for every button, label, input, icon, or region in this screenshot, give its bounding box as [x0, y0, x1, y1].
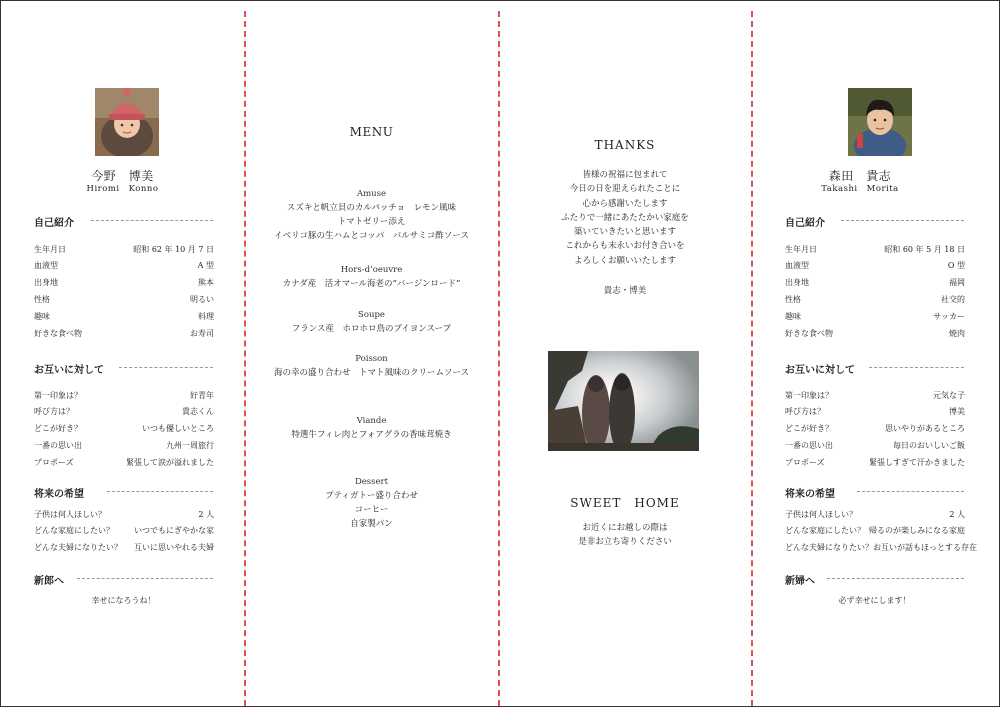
sweet-home-line: 是非お立ち寄りください	[578, 537, 672, 548]
profile-row-value: 博美	[949, 407, 965, 417]
profile-row-value: 料理	[198, 311, 214, 321]
profile-row	[34, 422, 214, 436]
menu-course-name: Hors-d’oeuvre	[340, 265, 403, 275]
section-divider	[841, 220, 964, 221]
profile-row-label: 一番の思い出	[34, 440, 82, 450]
menu-course-item: スズキと帆立貝のカルパッチョ レモン風味	[286, 203, 457, 213]
menu-panel	[245, 1, 498, 706]
section-divider	[91, 220, 213, 221]
groom-name-romaji: Takashi Morita	[821, 184, 899, 194]
profile-row	[785, 455, 965, 469]
profile-row-label: 出身地	[785, 278, 809, 288]
profile-row-label: 血液型	[785, 261, 809, 271]
profile-row-value: お互いが話もほっとする存在	[873, 543, 977, 553]
menu-course-name: Dessert	[354, 477, 389, 487]
profile-row-label: 出身地	[34, 278, 58, 288]
profile-row-value: 2 人	[949, 509, 965, 519]
profile-row-label: プロポーズ	[785, 457, 825, 467]
bride-mutual-title: お互いに対して	[34, 365, 104, 376]
profile-row-value: 緊張して涙が溢れました	[126, 457, 214, 467]
thanks-line: 皆様の祝福に包まれて	[582, 170, 668, 180]
menu-course-name: Amuse	[356, 189, 387, 199]
groom-intro-title: 自己紹介	[785, 218, 825, 229]
thanks-line: よろしくお願いいたします	[573, 255, 676, 266]
profile-row	[785, 524, 965, 538]
profile-row-value: A 型	[197, 261, 214, 271]
menu-course-item: 自家製パン	[350, 519, 393, 529]
profile-row-value: 昭和 60 年 5 月 18 日	[884, 244, 965, 254]
profile-row	[34, 292, 214, 306]
thanks-line: 今日の日を迎えられたことに	[569, 184, 681, 195]
thanks-message	[499, 168, 751, 268]
bride-intro-title: 自己紹介	[34, 218, 74, 229]
couple-photo	[548, 351, 699, 451]
profile-row-label: 生年月日	[785, 244, 817, 254]
profile-row	[785, 276, 965, 290]
profile-row-label: 趣味	[34, 311, 50, 321]
profile-row	[34, 524, 214, 538]
profile-row	[785, 326, 965, 340]
profile-row-value: 昭和 62 年 10 月 7 日	[133, 244, 214, 254]
menu-course	[245, 352, 498, 380]
thanks-title: THANKS	[594, 138, 656, 152]
profile-row	[34, 405, 214, 419]
menu-course-item: プティガトー盛り合わせ	[325, 491, 418, 501]
profile-row	[34, 259, 214, 273]
menu-course	[245, 187, 498, 243]
profile-row-value: 福岡	[949, 278, 965, 288]
profile-row-value: O 型	[947, 261, 965, 271]
groom-message: 必ず幸せにします！	[838, 596, 911, 605]
profile-row	[34, 276, 214, 290]
profile-row	[785, 422, 965, 436]
profile-row-label: どこが好き？	[785, 424, 833, 434]
profile-row-label: 一番の思い出	[785, 440, 833, 450]
thanks-line: ふたりで一緒にあたたかい家庭を	[561, 212, 689, 223]
section-divider	[869, 367, 964, 368]
profile-row-label: 呼び方は？	[785, 407, 825, 417]
profile-row	[785, 292, 965, 306]
menu-course-item: コーヒー	[354, 505, 389, 515]
profile-row-value: 元気な子	[933, 390, 965, 400]
profile-row-value: 毎日のおいしいご飯	[893, 440, 965, 450]
profile-row	[34, 507, 214, 521]
menu-course-item: 特選牛フィレ肉とフォアグラの香味茸焼き	[291, 430, 452, 440]
groom-mutual-title: お互いに対して	[785, 365, 855, 376]
profile-row	[34, 455, 214, 469]
profile-row-label: どんな家庭にしたい？	[34, 526, 114, 536]
profile-row	[785, 541, 977, 555]
profile-row-value: 互いに思いやれる夫婦	[134, 543, 214, 553]
profile-row-value: 緊張しすぎて汗かきました	[869, 457, 965, 467]
profile-row-label: 第一印象は？	[785, 390, 833, 400]
profile-row	[34, 326, 214, 340]
menu-course	[245, 263, 498, 291]
menu-course	[245, 414, 498, 442]
profile-row-label: 子供は何人ほしい？	[785, 509, 857, 519]
bride-message: 幸せになろうね！	[91, 596, 156, 605]
profile-row-label: 好きな食べ物	[785, 328, 833, 338]
profile-row-label: 生年月日	[34, 244, 66, 254]
profile-row-value: サッカー	[933, 311, 965, 321]
menu-course-item: 海の幸の盛り合わせ トマト風味のクリームソース	[273, 368, 470, 378]
profile-row-label: 血液型	[34, 261, 58, 271]
bride-to-groom-title: 新郎へ	[34, 576, 64, 587]
menu-course-name: Poisson	[355, 354, 388, 364]
profile-row-label: 呼び方は？	[34, 407, 74, 417]
bride-childhood-photo	[95, 88, 159, 156]
profile-row-value: 貴志くん	[182, 407, 214, 417]
profile-row	[785, 242, 965, 256]
sweet-home-message	[499, 521, 751, 550]
profile-row	[34, 242, 214, 256]
sweet-home-line: お近くにお越しの際は	[582, 523, 668, 533]
profile-row	[785, 438, 965, 452]
profile-row-label: 性格	[785, 294, 801, 304]
section-divider	[77, 578, 213, 579]
menu-course-item: トマトゼリー添え	[337, 217, 406, 227]
bride-name-romaji: Hiromi Konno	[86, 184, 159, 194]
groom-to-bride-title: 新婦へ	[785, 576, 815, 587]
profile-row	[785, 405, 965, 419]
profile-row-value: お寿司	[190, 328, 214, 338]
profile-row-label: 趣味	[785, 311, 801, 321]
bride-name: 今野 博美	[91, 169, 154, 183]
profile-row-value: 好青年	[190, 390, 214, 400]
thanks-signature: 貴志・博美	[603, 286, 647, 296]
groom-name: 森田 貴志	[828, 169, 892, 183]
profile-row-value: 明るい	[190, 294, 214, 304]
menu-course	[245, 308, 498, 336]
profile-row-label: どんな夫婦になりたい？	[34, 543, 122, 553]
profile-row-value: 九州一周旅行	[166, 440, 214, 450]
thanks-panel	[499, 1, 751, 706]
groom-profile-panel	[753, 1, 999, 706]
profile-row-label: どんな夫婦になりたい？	[785, 543, 873, 553]
profile-row	[34, 309, 214, 323]
profile-row-label: 子供は何人ほしい？	[34, 509, 106, 519]
thanks-line: これからも末永いお付き合いを	[565, 241, 685, 252]
profile-row	[34, 541, 214, 555]
section-divider	[119, 367, 213, 368]
sweet-home-title: SWEET HOME	[570, 496, 680, 510]
menu-course-name: Soupe	[358, 310, 385, 320]
profile-row	[34, 388, 214, 402]
section-divider	[107, 491, 213, 492]
menu-course-item: フランス産 ホロホロ鳥のブイヨンスープ	[291, 324, 452, 334]
profile-row-label: 第一印象は？	[34, 390, 82, 400]
profile-row	[785, 388, 965, 402]
menu-course-name: Viande	[356, 416, 387, 426]
bride-future-title: 将来の希望	[34, 489, 84, 500]
thanks-line: 築いていきたいと思います	[573, 227, 676, 238]
profile-row-label: どんな家庭にしたい？	[785, 526, 865, 536]
profile-row	[785, 259, 965, 273]
menu-title: MENU	[349, 125, 394, 139]
profile-row-value: いつでもにぎやかな家	[134, 526, 214, 536]
menu-course-item: カナダ産 活オマール海老の“バージンロード”	[282, 279, 461, 289]
profile-row	[785, 309, 965, 323]
profile-row-value: 帰るのが楽しみになる家庭	[869, 526, 965, 536]
profile-row-label: 性格	[34, 294, 50, 304]
bride-profile-panel	[1, 1, 244, 706]
groom-childhood-photo	[848, 88, 912, 156]
profile-row-label: 好きな食べ物	[34, 328, 82, 338]
profile-row-value: 社交的	[941, 294, 965, 304]
profile-row	[785, 507, 965, 521]
profile-row-value: いつも優しいところ	[142, 424, 214, 434]
profile-row-value: 焼肉	[949, 328, 965, 338]
menu-course-item: イベリコ豚の生ハムとコッパ バルサミコ酢ソース	[274, 231, 469, 241]
profile-row-label: プロポーズ	[34, 457, 74, 467]
groom-future-title: 将来の希望	[785, 489, 835, 500]
profile-row-label: どこが好き？	[34, 424, 82, 434]
menu-course	[245, 475, 498, 531]
profile-row-value: 2 人	[198, 509, 214, 519]
thanks-line: 心から感謝いたします	[582, 198, 668, 209]
profile-row-value: 思いやりがあるところ	[885, 424, 965, 434]
section-divider	[857, 491, 964, 492]
profile-row	[34, 438, 214, 452]
section-divider	[827, 578, 964, 579]
profile-row-value: 熊本	[198, 278, 214, 288]
